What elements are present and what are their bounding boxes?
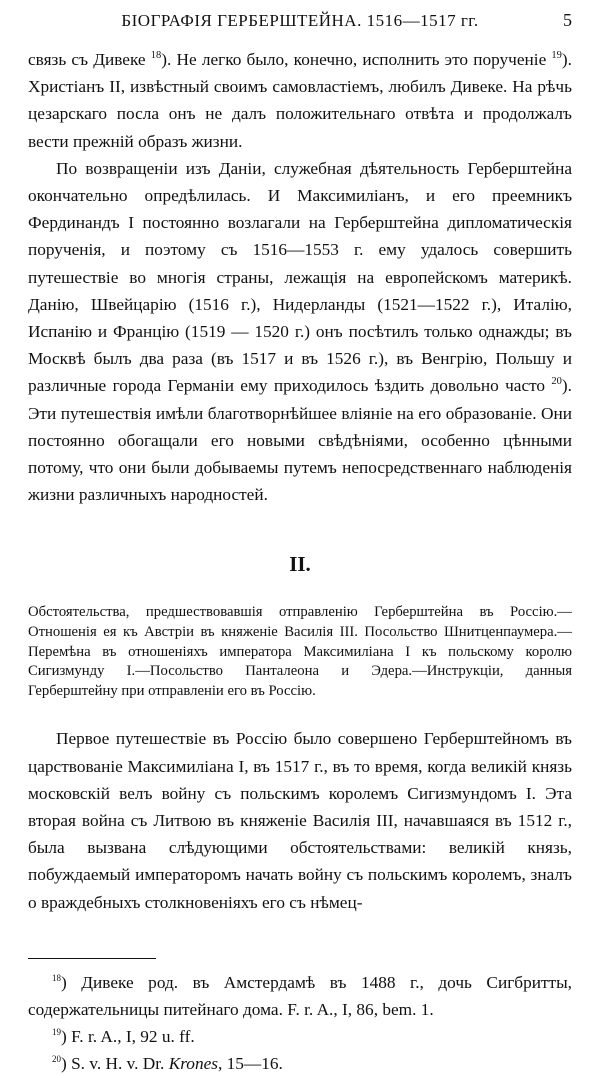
section-numeral: II.	[289, 552, 311, 577]
page-number: 5	[563, 10, 572, 30]
paragraph-2-text-b: ). Эти путешествія имѣли благотворнѣйшее вліяніе на его образованіе. Они постоянно обогащали его новыми свѣдѣніями, особенно цѣнными потому, что они были добываемы путемъ непосредственнаго наблюденія жизни различныхъ народностей.	[28, 376, 572, 505]
footnote-20-mark: 20	[52, 1054, 61, 1065]
footnote-19-mark: 19	[52, 1027, 61, 1038]
paragraph-2	[28, 155, 572, 509]
footnotes	[28, 969, 572, 1078]
paragraph-1-text-a: связь съ Дивеке	[28, 50, 146, 69]
footnote-18-text: ) Дивеке род. въ Амстердамѣ въ 1488 г., дочь Сигбритты, содержательницы питейнаго дома. F. r. A., I, 86, bem. 1.	[28, 972, 572, 1020]
footnote-18	[28, 969, 572, 1023]
footnote-divider	[28, 958, 156, 959]
footnote-20-author: Krones	[168, 1054, 218, 1074]
footnote-ref-19: 19	[551, 50, 562, 62]
running-header	[28, 10, 572, 46]
footnote-20-text-a: ) S. v. H. v. Dr.	[61, 1054, 169, 1074]
paragraph-1-text-b: ). Не легко было, конечно, исполнить это порученіе	[161, 50, 547, 69]
footnote-ref-18: 18	[150, 50, 162, 62]
footnote-19-text: ) F. r. A., I, 92 u. ff.	[61, 1027, 195, 1047]
footnote-20	[28, 1050, 572, 1077]
paragraph-2-text-a: По возвращеніи изъ Даніи, служебная дѣятельность Герберштейна окончательно опредѣлилась. И Максимиліанъ, и его преемникъ Фердинандъ I постоянно возлагали на Герберштейна дипломатическія порученія, и поэтому съ 1516—1553 г. ему удалось совершить путешествіе во многія страны, лежащія на европейскомъ материкѣ. Данію, Швейцарію (1516 г.), Нидерланды (1521—1522 г.), Италію, Испанію и Францію (1519 — 1520 г.) онъ посѣтилъ только однажды; въ Москвѣ былъ два раза (въ 1517 и въ 1526 г.), въ Венгрію, Польшу и различные города Германіи ему приходилось ѣздить довольно часто	[28, 158, 572, 396]
running-title: БІОГРАФІЯ ГЕРБЕРШТЕЙНА. 1516—1517 гг.	[121, 11, 479, 30]
paragraph-3: Первое путешествіе въ Россію было совершено Герберштейномъ въ царствованіе Максимиліана I, въ 1517 г., въ то время, когда великій князь московскій велъ войну съ польскимъ королемъ Сигизмундомъ I. Эта вторая война съ Литвою въ княженіе Василія III, начавшаяся въ 1512 г., была вызвана слѣдующими обстоятельствами: великій князь, побуждаемый императоромъ начать войну съ польскимъ королемъ, зналъ о враждебныхъ столкновеніяхъ его съ нѣмец-	[28, 729, 572, 912]
paragraph-1	[28, 46, 572, 155]
section-summary: Обстоятельства, предшествовавшія отправленію Герберштейна въ Россію.—Отношенія ея къ Австріи въ княженіе Василія III. Посольство Шнитценпаумера.—Перемѣна въ отношеніяхъ императора Максимиліана I къ польскому королю Сигизмунду I.—Посольство Панталеона и Эдера.—Инструкціи, данныя Герберштейну при отправленіи его въ Россію.	[28, 604, 572, 699]
paragraph-1-text-c: ). Христіанъ II, извѣстный своимъ самовластіемъ, любилъ Дивеке. На рѣчь цезарскаго посла онъ не далъ положительнаго отвѣта и продолжалъ вести прежній образъ жизни.	[28, 50, 572, 151]
footnote-19	[28, 1023, 572, 1050]
footnote-20-text-b: , 15—16.	[217, 1054, 283, 1074]
footnote-ref-20: 20	[551, 376, 562, 388]
footnote-18-mark: 18	[52, 973, 61, 984]
